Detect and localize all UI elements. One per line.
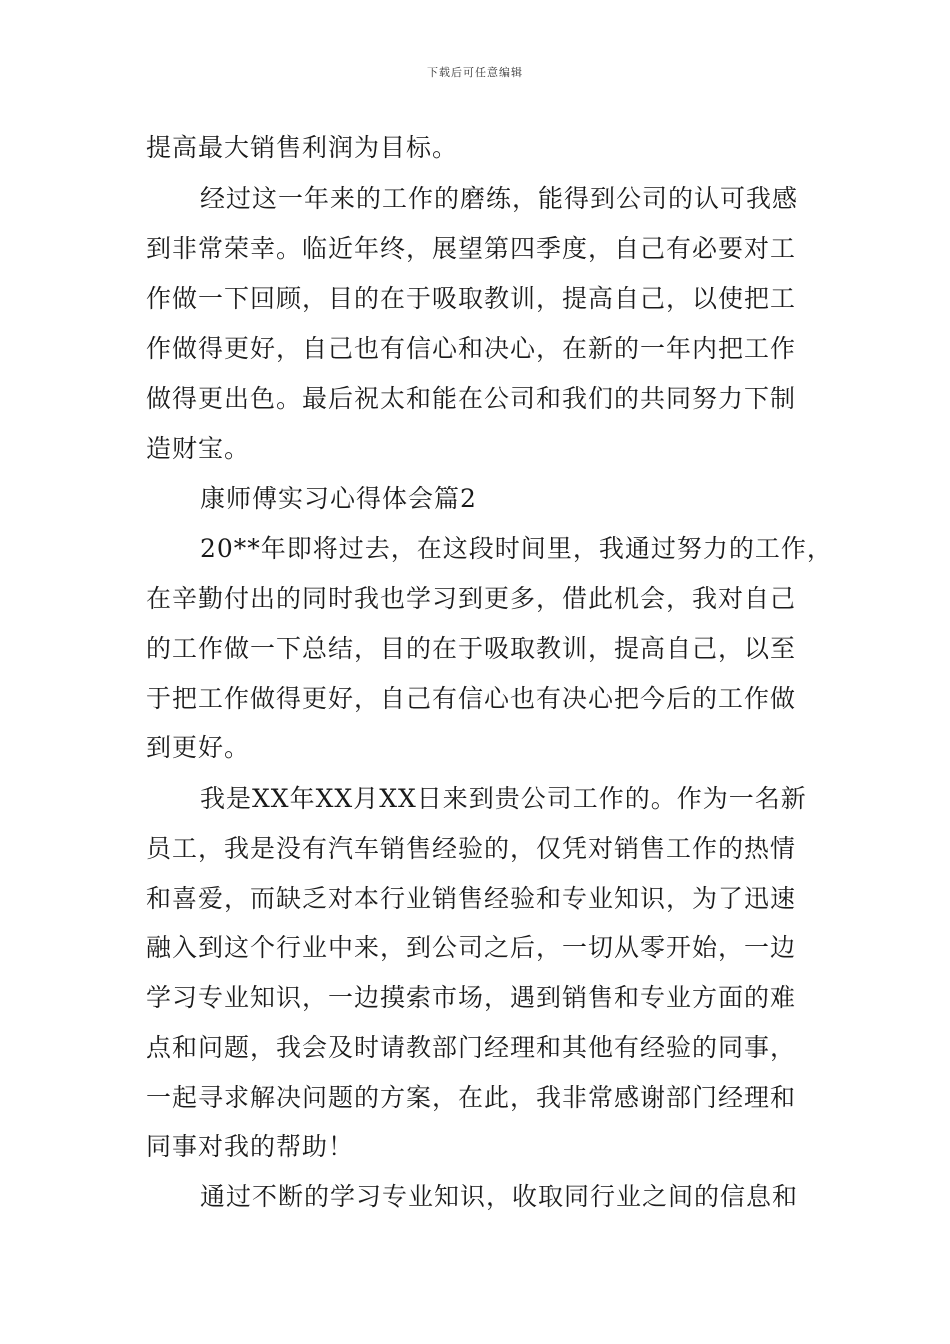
text-line: 到更好。 [146, 733, 251, 762]
section-heading: 康师傅实习心得体会篇2 [200, 484, 477, 513]
text-line: 20**年即将过去，在这段时间里，我通过努力的工作， [200, 534, 833, 563]
text-line: 于把工作做得更好，自己有信心也有决心把今后的工作做 [146, 684, 797, 713]
text-line: 点和问题，我会及时请教部门经理和其他有经验的同事， [146, 1033, 797, 1062]
text-line: 的工作做一下总结，目的在于吸取教训，提高自己，以至 [146, 634, 797, 663]
text-line: 作做得更好，自己也有信心和决心，在新的一年内把工作 [146, 334, 797, 363]
text-line: 融入到这个行业中来，到公司之后，一切从零开始，一边 [146, 933, 797, 962]
text-line: 在辛勤付出的同时我也学习到更多，借此机会，我对自己 [146, 584, 797, 613]
text-line: 作做一下回顾，目的在于吸取教训，提高自己，以使把工 [146, 284, 797, 313]
text-line: 员工，我是没有汽车销售经验的，仅凭对销售工作的热情 [146, 834, 797, 863]
text-line: 一起寻求解决问题的方案，在此，我非常感谢部门经理和 [146, 1083, 797, 1112]
text-line: 学习专业知识，一边摸索市场，遇到销售和专业方面的难 [146, 983, 797, 1012]
text-line: 和喜爱，而缺乏对本行业销售经验和专业知识，为了迅速 [146, 884, 797, 913]
text-line: 通过不断的学习专业知识，收取同行业之间的信息和 [200, 1182, 799, 1211]
text-line: 我是XX年XX月XX日来到贵公司工作的。作为一名新 [200, 784, 807, 813]
text-line: 做得更出色。最后祝太和能在公司和我们的共同努力下制 [146, 384, 797, 413]
page-header: 下载后可任意编辑 [427, 66, 523, 79]
text-line: 提高最大销售利润为目标。 [146, 133, 459, 162]
text-line: 同事对我的帮助！ [146, 1132, 355, 1161]
text-line: 造财宝。 [146, 434, 251, 463]
text-line: 到非常荣幸。临近年终，展望第四季度，自己有必要对工 [146, 234, 797, 263]
text-line: 经过这一年来的工作的磨练，能得到公司的认可我感 [200, 184, 799, 213]
